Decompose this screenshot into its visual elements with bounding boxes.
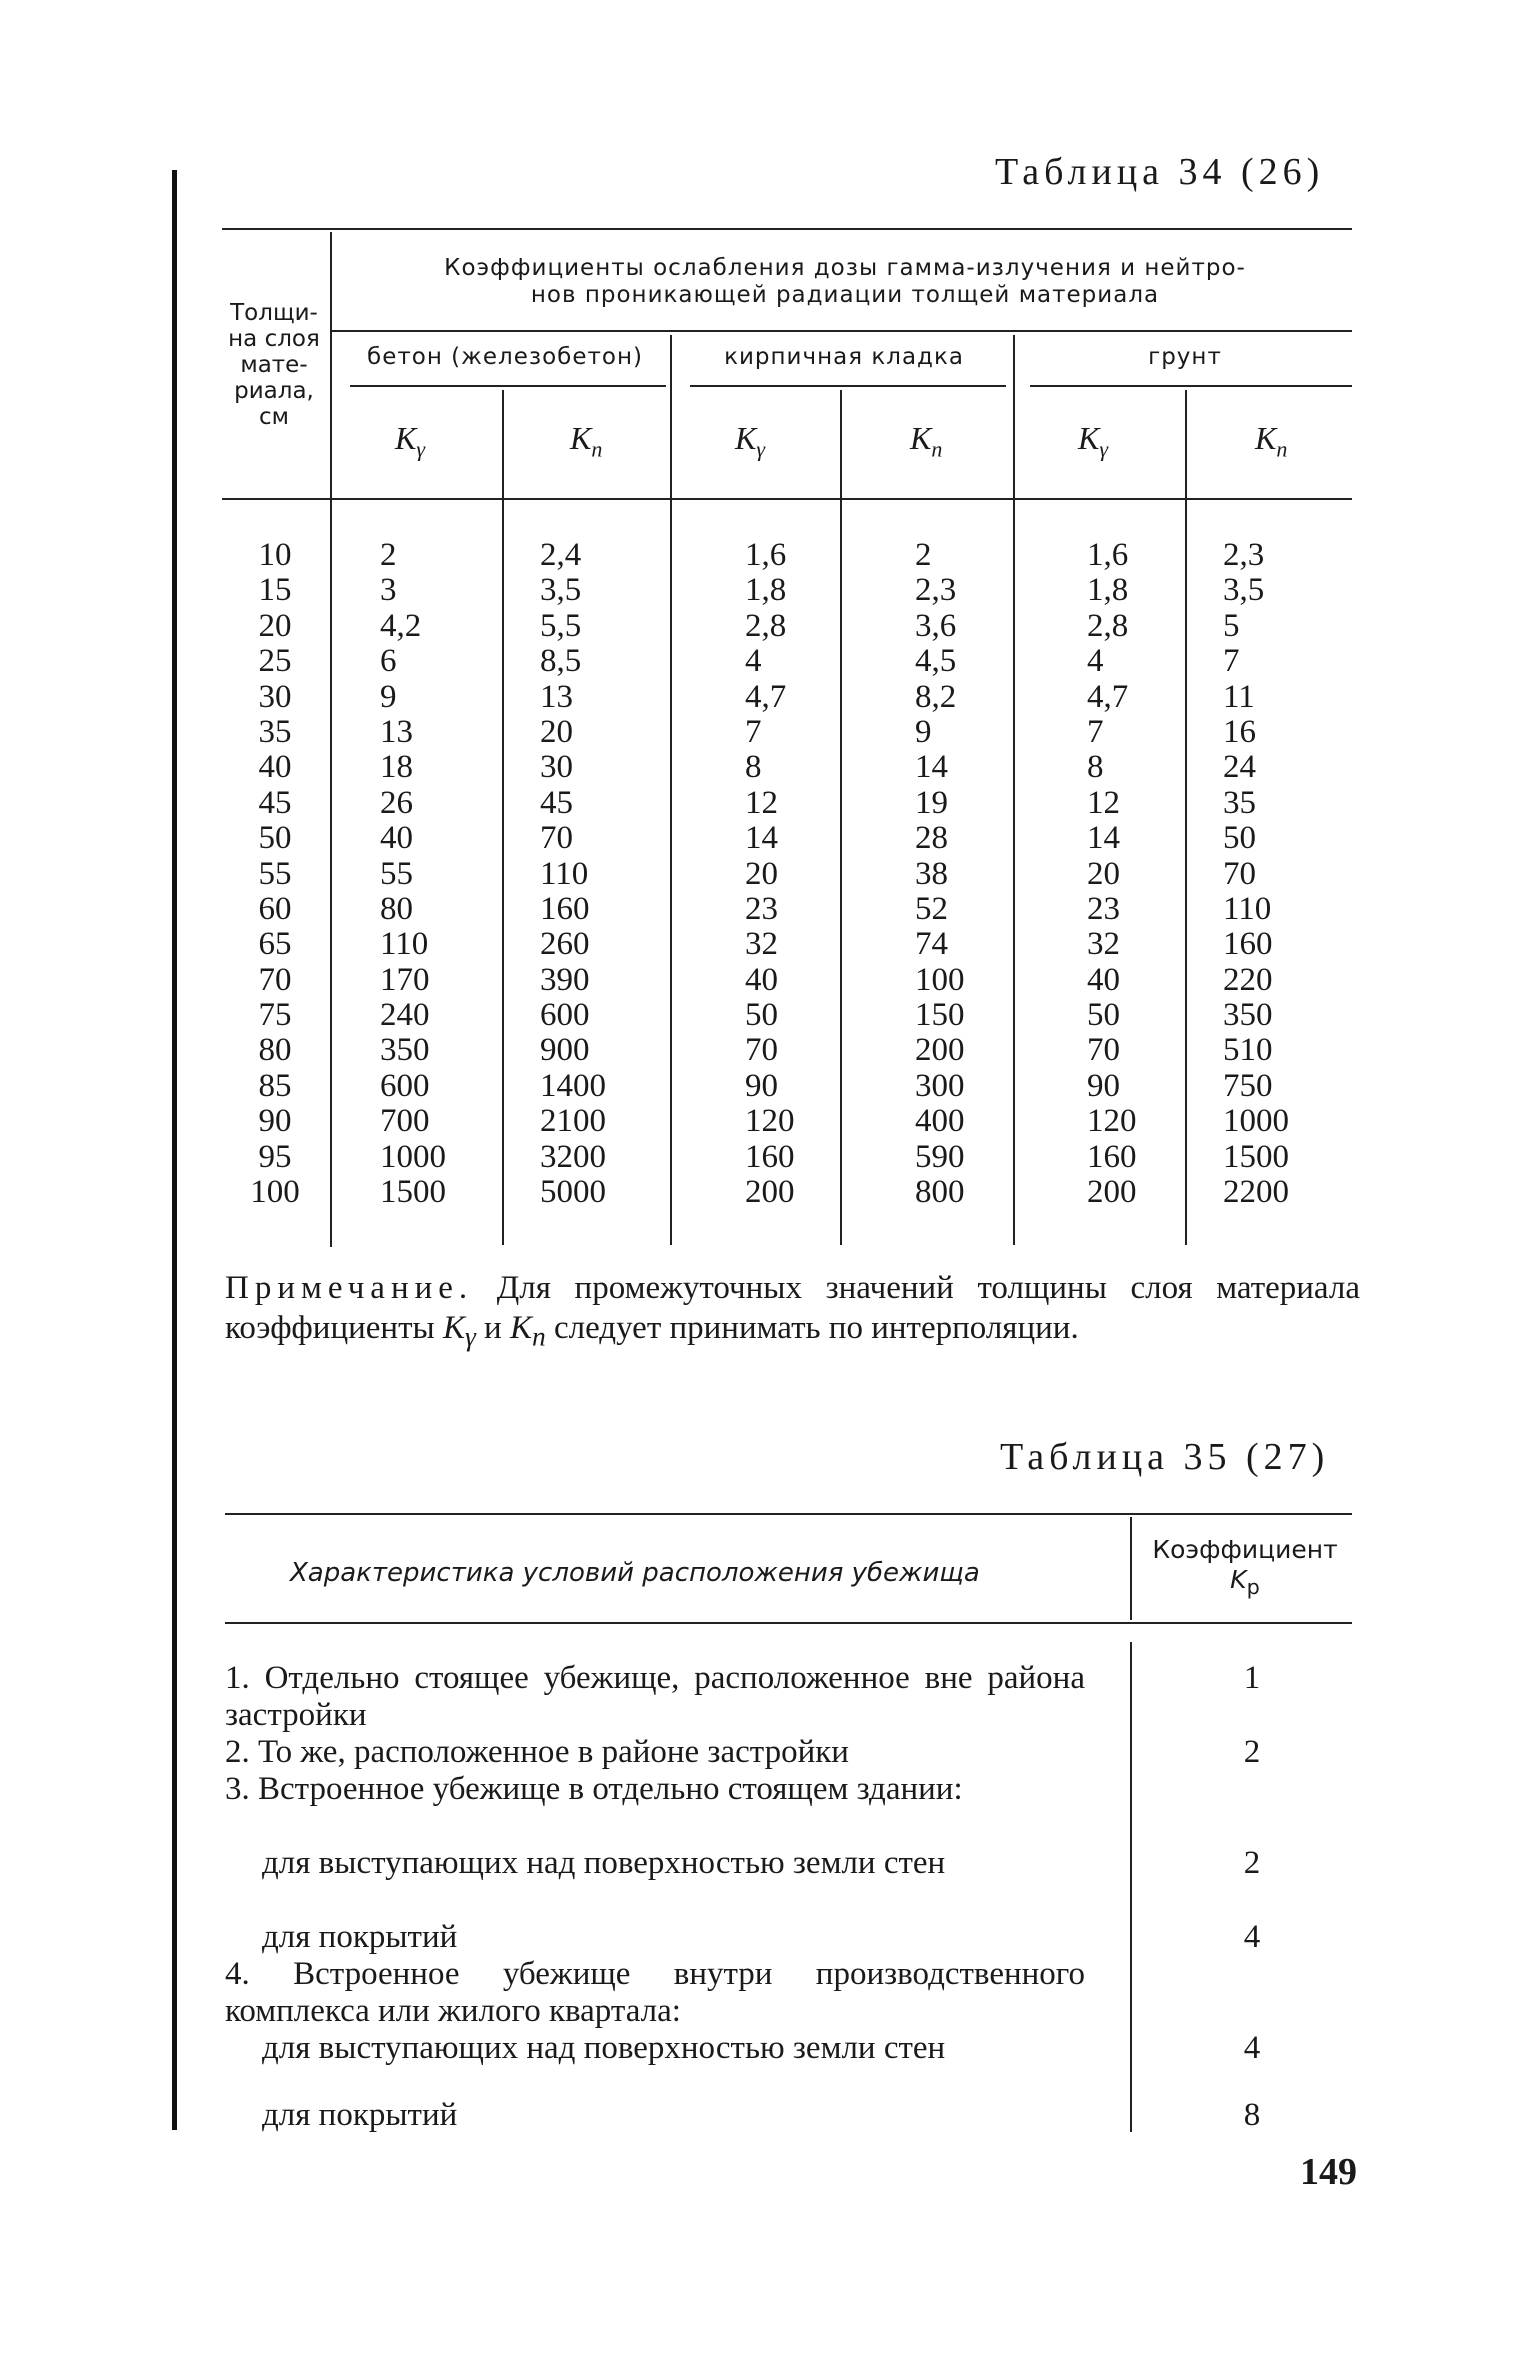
note-gamma-subscript: γ — [464, 1320, 476, 1352]
table-cell: 9 — [380, 678, 397, 715]
group-header-line: нов проникающей радиации толщей материала — [530, 282, 1160, 308]
table-cell: 80 — [258, 1032, 292, 1069]
k-n-symbol: $K_n$ — [570, 420, 603, 462]
table-cell: 120 — [1087, 1103, 1137, 1140]
table-cell: 800 — [915, 1174, 965, 1211]
table-35-row-text: для выступающих над поверхностью земли стен — [262, 2030, 946, 2066]
table-cell: 20 — [1087, 855, 1120, 892]
table-35-row-text: для покрытий — [262, 1919, 458, 1955]
table-cell: 85 — [258, 1067, 292, 1104]
table-cell: 13 — [540, 678, 573, 715]
table-cell: 23 — [745, 890, 778, 927]
table-34-header-bottom-rule — [222, 498, 1352, 500]
table-cell: 65 — [258, 926, 292, 963]
table-34-soil-rule — [1030, 385, 1352, 387]
table-cell: 20 — [540, 713, 573, 750]
table-cell: 150 — [915, 997, 965, 1034]
table-35-row-value: 4 — [1243, 2030, 1261, 2066]
table-cell: 30 — [540, 749, 573, 786]
table-35-row-value: 8 — [1243, 2097, 1261, 2133]
table-cell: 6 — [380, 643, 397, 680]
table-cell: 50 — [1223, 820, 1256, 857]
thickness-header-line: на слоя — [228, 326, 320, 352]
table-cell: 240 — [380, 997, 430, 1034]
table-cell: 35 — [1223, 784, 1256, 821]
page-margin-rule — [172, 170, 177, 2130]
table-35-row-text: 1. Отдельно стоящее убежище, расположенное вне района застройки — [225, 1660, 1085, 1733]
table-cell: 2,8 — [1087, 607, 1129, 644]
table-cell: 70 — [540, 820, 573, 857]
table-cell: 50 — [258, 820, 292, 857]
thickness-column-header — [215, 300, 333, 430]
table-cell: 11 — [1223, 678, 1255, 715]
table-cell: 8 — [745, 749, 762, 786]
table-35-row-value: 2 — [1243, 1734, 1261, 1770]
table-34-group-rule — [330, 330, 1352, 332]
table-cell: 1500 — [380, 1174, 446, 1211]
table-cell: 38 — [915, 855, 948, 892]
table-cell: 4 — [745, 643, 762, 680]
note-text: и — [475, 1310, 510, 1346]
table-cell: 2100 — [540, 1103, 606, 1140]
table-35-header-divider — [1130, 1517, 1132, 1620]
table-34-note — [225, 1268, 1360, 1357]
table-cell: 2,8 — [745, 607, 787, 644]
table-cell: 70 — [745, 1032, 778, 1069]
table-cell: 1,6 — [745, 537, 787, 573]
note-k-symbol: K — [442, 1310, 465, 1346]
column-thickness — [240, 538, 310, 1210]
table-cell: 32 — [745, 926, 778, 963]
table-cell: 35 — [258, 713, 292, 750]
table-34-vline-2 — [670, 335, 672, 1245]
k-n-symbol: $K_n$ — [1255, 420, 1288, 462]
table-cell: 170 — [380, 961, 430, 998]
table-cell: 1,8 — [745, 572, 787, 609]
table-35-row-text: 4. Встроенное убежище внутри производственного комплекса или жилого квартала: — [225, 1956, 1085, 2029]
table-cell: 70 — [258, 961, 292, 998]
table-cell: 2,3 — [1223, 537, 1265, 573]
table-cell: 110 — [1223, 890, 1272, 927]
table-34-brick-rule — [690, 385, 1006, 387]
table-cell: 750 — [1223, 1067, 1273, 1104]
table-cell: 5 — [1223, 607, 1240, 644]
table-cell: 2 — [380, 537, 397, 573]
table-35-title: Таблица 35 (27) — [1000, 1436, 1330, 1478]
column-beton-k-gamma — [380, 538, 500, 1210]
column-brick-k-n — [915, 538, 1015, 1210]
table-cell: 5000 — [540, 1174, 606, 1211]
table-cell: 24 — [1223, 749, 1256, 786]
note-n-subscript: n — [531, 1320, 546, 1352]
thickness-header-line: мате- — [240, 352, 308, 378]
table-cell: 110 — [540, 855, 589, 892]
table-cell: 75 — [258, 997, 292, 1034]
table-34-vline-5 — [1185, 390, 1187, 1245]
thickness-header-line: риала, — [234, 378, 314, 404]
table-cell: 160 — [540, 890, 590, 927]
note-label: Примечание. — [225, 1270, 474, 1306]
table-35-header-bottom-rule — [225, 1622, 1352, 1624]
table-cell: 26 — [380, 784, 413, 821]
table-35-top-rule — [225, 1513, 1352, 1515]
table-cell: 50 — [745, 997, 778, 1034]
page-number: 149 — [1300, 2151, 1357, 2193]
table-cell: 60 — [258, 890, 292, 927]
table-cell: 14 — [745, 820, 778, 857]
table-cell: 7 — [1223, 643, 1240, 680]
table-34-vline-1 — [502, 390, 504, 1245]
k-gamma-symbol: $K_\gamma$ — [395, 420, 426, 462]
group-header-line: Коэффициенты ослабления дозы гамма-излучения и нейтро- — [444, 255, 1246, 281]
table-cell: 4,5 — [915, 643, 957, 680]
table-cell: 28 — [915, 820, 948, 857]
table-cell: 4,2 — [380, 607, 422, 644]
table-cell: 160 — [745, 1138, 795, 1175]
table-cell: 9 — [915, 713, 932, 750]
kp-symbol: $K_р$ — [1230, 1565, 1260, 1599]
k-gamma-symbol: $K_\gamma$ — [735, 420, 766, 462]
table-35-body-divider — [1130, 1642, 1132, 2132]
table-cell: 55 — [258, 855, 292, 892]
table-cell: 23 — [1087, 890, 1120, 927]
note-text: Для промежуточных значений толщины слоя материала коэффициенты — [225, 1270, 1360, 1346]
table-cell: 7 — [745, 713, 762, 750]
table-cell: 350 — [1223, 997, 1273, 1034]
table-cell: 100 — [915, 961, 965, 998]
table-cell: 18 — [380, 749, 413, 786]
table-cell: 300 — [915, 1067, 965, 1104]
table-cell: 14 — [915, 749, 948, 786]
table-cell: 600 — [380, 1067, 430, 1104]
table-cell: 45 — [540, 784, 573, 821]
table-cell: 900 — [540, 1032, 590, 1069]
table-cell: 55 — [380, 855, 413, 892]
table-34-top-rule — [222, 228, 1352, 230]
table-cell: 510 — [1223, 1032, 1273, 1069]
coefficients-group-header — [335, 255, 1355, 309]
table-cell: 350 — [380, 1032, 430, 1069]
column-soil-k-gamma — [1087, 538, 1177, 1210]
note-text: следует принимать по интерполяции. — [545, 1310, 1079, 1346]
table-cell: 220 — [1223, 961, 1273, 998]
table-35-row-value: 1 — [1243, 1660, 1261, 1696]
table-cell: 12 — [745, 784, 778, 821]
table-cell: 45 — [258, 784, 292, 821]
table-35-row-text: для покрытий — [262, 2097, 458, 2133]
table-cell: 15 — [258, 572, 292, 609]
table-cell: 7 — [1087, 713, 1104, 750]
table-cell: 50 — [1087, 997, 1120, 1034]
thickness-header-line: см — [259, 404, 289, 430]
table-34-vline-3 — [840, 390, 842, 1245]
table-35-row-value: 4 — [1243, 1919, 1261, 1955]
table-cell: 70 — [1223, 855, 1256, 892]
table-35-row-value: 2 — [1243, 1845, 1261, 1881]
table-cell: 3,5 — [540, 572, 582, 609]
table-cell: 590 — [915, 1138, 965, 1175]
table-cell: 20 — [258, 607, 292, 644]
table-cell: 74 — [915, 926, 948, 963]
table-cell: 19 — [915, 784, 948, 821]
table-35-row-text: для выступающих над поверхностью земли стен — [262, 1845, 946, 1881]
table-cell: 3,5 — [1223, 572, 1265, 609]
table-cell: 200 — [1087, 1174, 1137, 1211]
table-cell: 100 — [250, 1174, 300, 1211]
table-cell: 30 — [258, 678, 292, 715]
table-34-beton-rule — [350, 385, 666, 387]
table-cell: 1500 — [1223, 1138, 1289, 1175]
table-cell: 25 — [258, 643, 292, 680]
table-cell: 160 — [1087, 1138, 1137, 1175]
table-cell: 52 — [915, 890, 948, 927]
table-cell: 90 — [258, 1103, 292, 1140]
table-cell: 40 — [1087, 961, 1120, 998]
table-cell: 20 — [745, 855, 778, 892]
table-cell: 1400 — [540, 1067, 606, 1104]
table-cell: 8 — [1087, 749, 1104, 786]
table-cell: 8,2 — [915, 678, 957, 715]
table-cell: 2,4 — [540, 537, 582, 573]
table-cell: 5,5 — [540, 607, 582, 644]
table-cell: 160 — [1223, 926, 1273, 963]
table-cell: 1000 — [380, 1138, 446, 1175]
table-cell: 1,8 — [1087, 572, 1129, 609]
table-cell: 14 — [1087, 820, 1120, 857]
table-cell: 400 — [915, 1103, 965, 1140]
table-cell: 8,5 — [540, 643, 582, 680]
table-cell: 16 — [1223, 713, 1256, 750]
table-cell: 32 — [1087, 926, 1120, 963]
table-cell: 600 — [540, 997, 590, 1034]
table-cell: 10 — [258, 537, 292, 573]
table-cell: 2 — [915, 537, 932, 573]
thickness-header-line: Толщи- — [230, 300, 318, 326]
table-cell: 120 — [745, 1103, 795, 1140]
table-cell: 90 — [745, 1067, 778, 1104]
table-cell: 4,7 — [1087, 678, 1129, 715]
table-cell: 40 — [745, 961, 778, 998]
coefficient-header-label: Коэффициент — [1152, 1535, 1338, 1564]
column-beton-k-n — [540, 538, 650, 1210]
table-34-title: Таблица 34 (26) — [995, 151, 1325, 193]
table-35-row-text: 2. То же, расположенное в районе застройки — [225, 1734, 849, 1770]
table-cell: 200 — [745, 1174, 795, 1211]
table-cell: 40 — [258, 749, 292, 786]
k-gamma-symbol: $K_\gamma$ — [1078, 420, 1109, 462]
table-cell: 12 — [1087, 784, 1120, 821]
table-cell: 80 — [380, 890, 413, 927]
table-cell: 700 — [380, 1103, 430, 1140]
table-cell: 390 — [540, 961, 590, 998]
note-k-symbol: K — [509, 1310, 532, 1346]
material-header-soil: грунт — [1148, 344, 1222, 370]
table-cell: 4,7 — [745, 678, 787, 715]
material-header-beton: бетон (железобетон) — [367, 344, 643, 370]
table-cell: 90 — [1087, 1067, 1120, 1104]
table-cell: 2200 — [1223, 1174, 1289, 1211]
table-cell: 260 — [540, 926, 590, 963]
table-cell: 70 — [1087, 1032, 1120, 1069]
table-35-coefficient-header — [1140, 1535, 1350, 1602]
table-cell: 3200 — [540, 1138, 606, 1175]
table-35-row-text: 3. Встроенное убежище в отдельно стоящем здании: — [225, 1771, 963, 1807]
material-header-brick: кирпичная кладка — [724, 344, 964, 370]
table-cell: 2,3 — [915, 572, 957, 609]
table-cell: 1000 — [1223, 1103, 1289, 1140]
table-cell: 4 — [1087, 643, 1104, 680]
table-35-characteristic-header: Характеристика условий расположения убежища — [290, 1558, 980, 1588]
table-cell: 95 — [258, 1138, 292, 1175]
column-soil-k-n — [1223, 538, 1333, 1210]
table-cell: 40 — [380, 820, 413, 857]
table-cell: 1,6 — [1087, 537, 1129, 573]
table-cell: 3,6 — [915, 607, 957, 644]
table-cell: 13 — [380, 713, 413, 750]
table-cell: 3 — [380, 572, 397, 609]
k-n-symbol: $K_n$ — [910, 420, 943, 462]
table-cell: 110 — [380, 926, 429, 963]
column-brick-k-gamma — [745, 538, 835, 1210]
table-cell: 200 — [915, 1032, 965, 1069]
